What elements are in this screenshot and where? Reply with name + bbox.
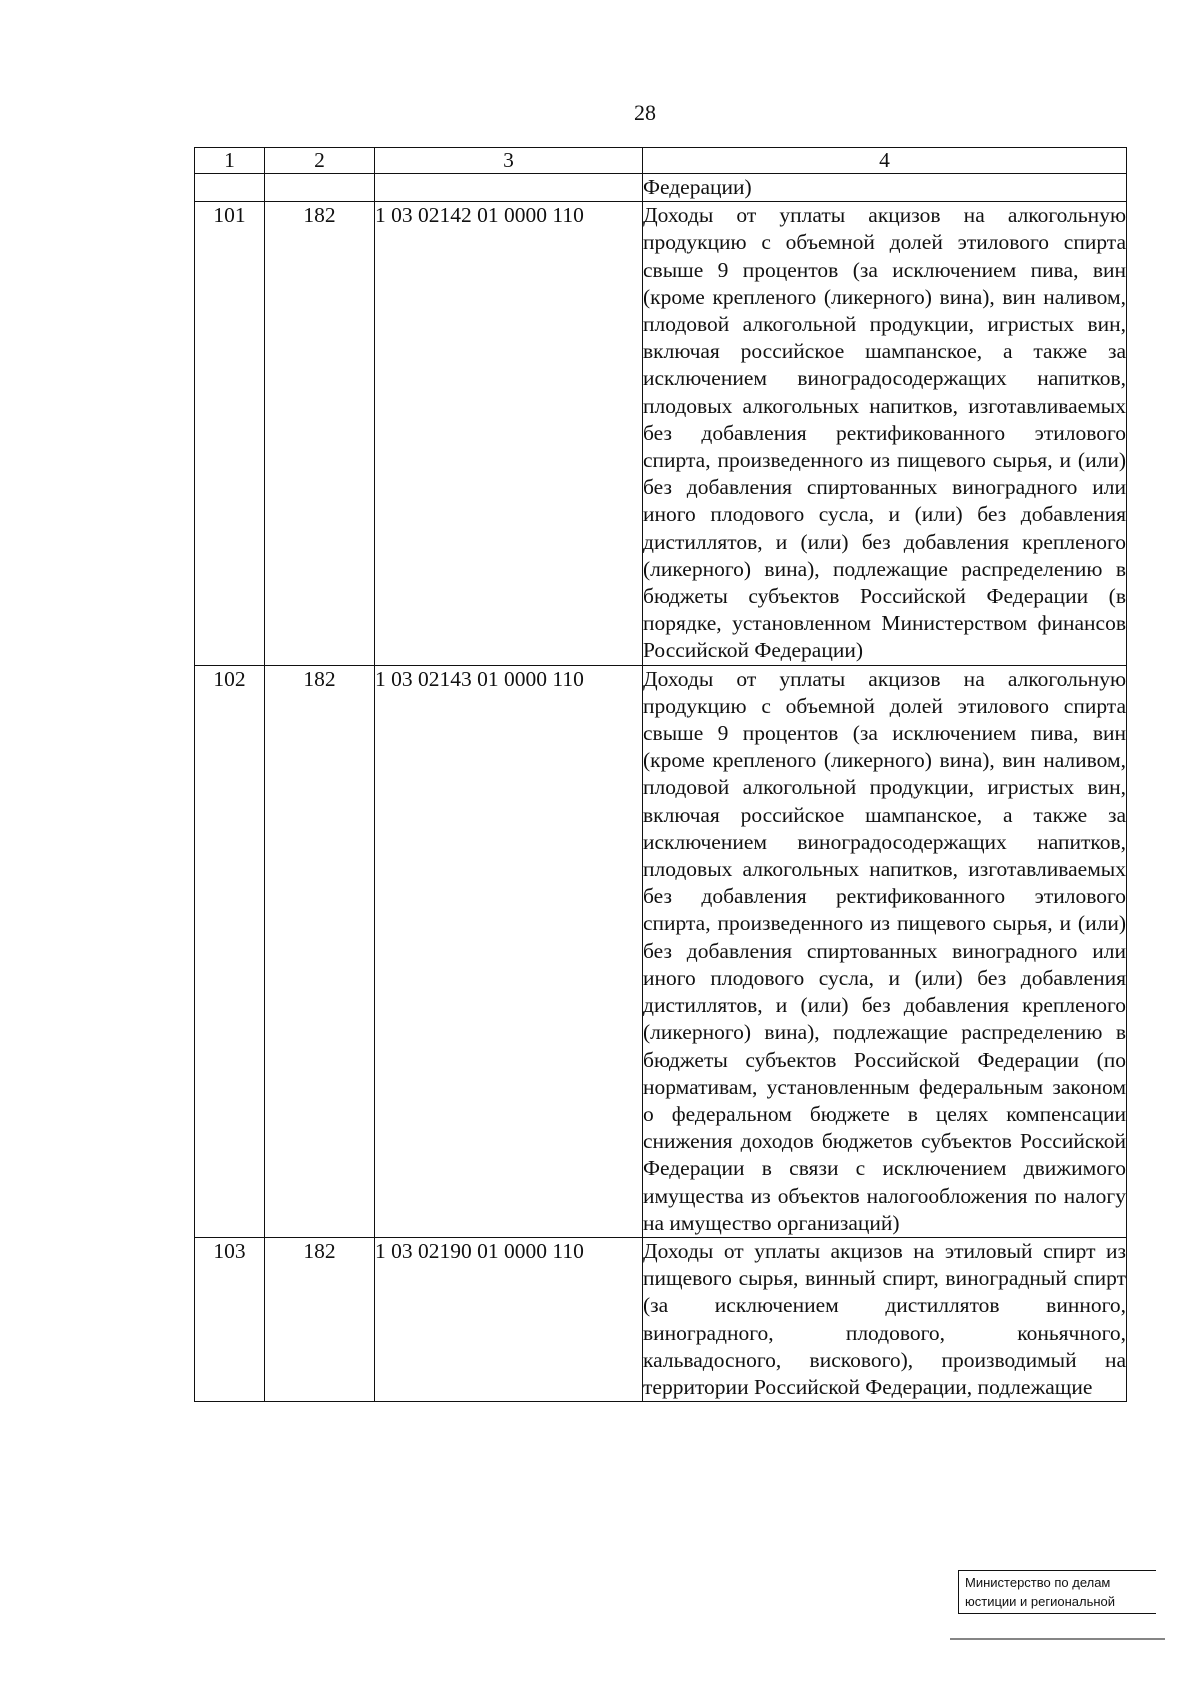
table-header-row	[195, 148, 1127, 174]
budget-classification-code: 1 03 02142 01 0000 110	[375, 202, 643, 665]
admin-code: 182	[265, 665, 375, 1237]
income-description: Доходы от уплаты акцизов на алкогольную продукцию с объемной долей этилового спирта свыше 9 процентов (за исключением пива, вин (кроме крепленого (ликерного) вина), вин наливом, плодовой алкогольной продукции, игристых вин, включая российское шампанское, а также за исключением виноградосодержащих напитков, плодовых алкогольных напитков, изготавливаемых без добавления ректификованного этилового спирта, произведенного из пищевого сырья, и (или) без добавления спиртованных виноградного или иного плодового сусла, и (или) без добавления дистиллятов, и (или) без добавления крепленого (ликерного) вина), подлежащие распределению в бюджеты субъектов Российской Федерации (по нормативам, установленным федеральным законом о федеральном бюджете в целях компенсации снижения доходов бюджетов субъектов Российской Федерации в связи с исключением движимого имущества из объектов налогообложения по налогу на имущество организаций)	[643, 665, 1127, 1237]
income-codes-table	[194, 147, 1127, 1402]
row-number: 102	[195, 665, 265, 1237]
continuation-row	[195, 174, 1127, 202]
empty-cell	[265, 174, 375, 202]
stamp-line-2: юстиции и региональной	[965, 1594, 1116, 1609]
empty-cell	[195, 174, 265, 202]
income-description: Доходы от уплаты акцизов на алкогольную продукцию с объемной долей этилового спирта свыше 9 процентов (за исключением пива, вин (кроме крепленого (ликерного) вина), вин наливом, плодовой алкогольной продукции, игристых вин, включая российское шампанское, а также за исключением виноградосодержащих напитков, плодовых алкогольных напитков, изготавливаемых без добавления ректификованного этилового спирта, произведенного из пищевого сырья, и (или) без добавления спиртованных виноградного или иного плодового сусла, и (или) без добавления дистиллятов, и (или) без добавления крепленого (ликерного) вина), подлежащие распределению в бюджеты субъектов Российской Федерации (в порядке, установленном Министерством финансов Российской Федерации)	[643, 202, 1127, 665]
continuation-text: Федерации)	[643, 174, 1127, 202]
budget-classification-code: 1 03 02190 01 0000 110	[375, 1237, 643, 1401]
admin-code: 182	[265, 1237, 375, 1401]
column-header-4: 4	[643, 148, 1127, 174]
table-row	[195, 665, 1127, 1237]
column-header-1: 1	[195, 148, 265, 174]
income-description: Доходы от уплаты акцизов на этиловый спирт из пищевого сырья, винный спирт, виноградный спирт (за исключением дистиллятов винного, виноградного, плодового, коньячного, кальвадосного, вискового), производимый на территории Российской Федерации, подлежащие	[643, 1237, 1127, 1401]
row-number: 103	[195, 1237, 265, 1401]
scan-mark	[950, 1638, 1165, 1640]
table-row	[195, 1237, 1127, 1401]
page-number: 28	[634, 100, 656, 125]
column-header-3: 3	[375, 148, 643, 174]
stamp-line-1: Министерство по делам	[965, 1575, 1111, 1590]
row-number: 101	[195, 202, 265, 665]
admin-code: 182	[265, 202, 375, 665]
empty-cell	[375, 174, 643, 202]
registration-stamp	[958, 1570, 1156, 1614]
table-row	[195, 202, 1127, 665]
column-header-2: 2	[265, 148, 375, 174]
budget-classification-code: 1 03 02143 01 0000 110	[375, 665, 643, 1237]
